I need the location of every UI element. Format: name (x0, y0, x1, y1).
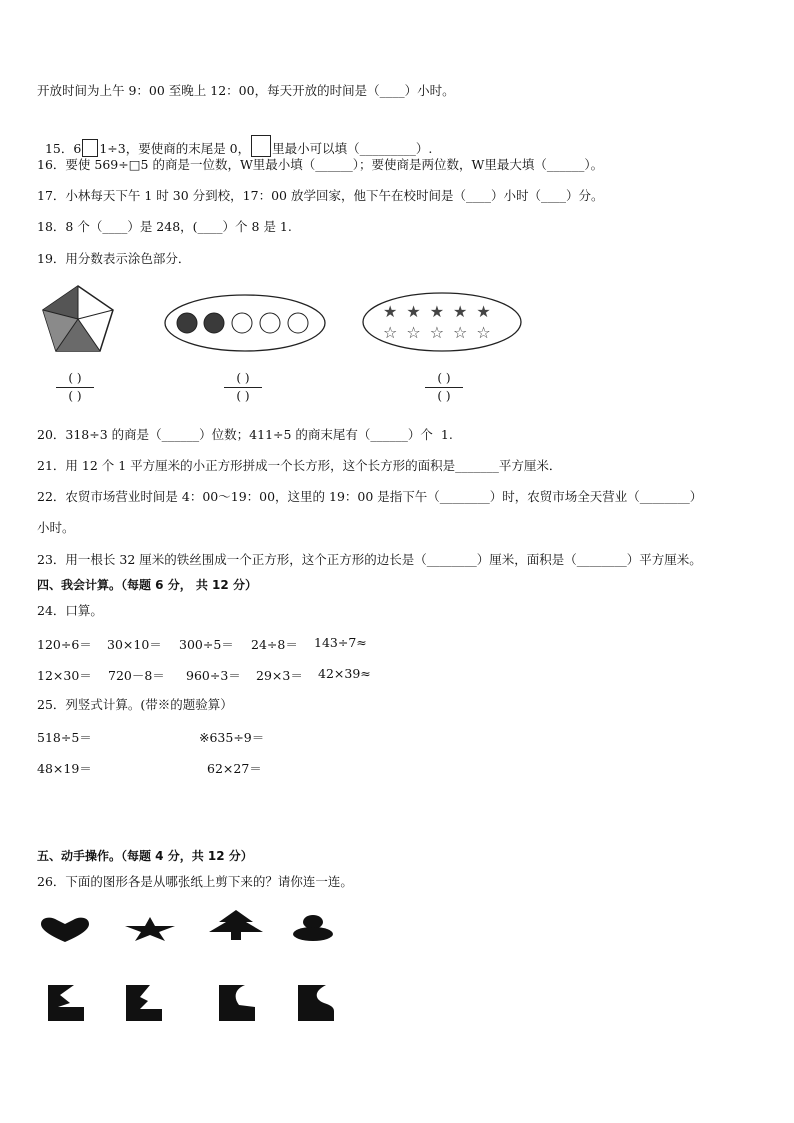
vertical-calc-item: 518÷5＝ (37, 730, 92, 745)
star-shape-icon[interactable] (125, 917, 175, 941)
section-4-heading: 四、我会计算。（每题 6 分， 共 12 分） (37, 578, 257, 592)
fraction-answer-3[interactable] (419, 371, 469, 404)
q15-prefix: 15．6 (44, 141, 82, 156)
q22-line: 22．农贸市场营业时间是 4：00～19：00，这里的 19：00 是指下午（________）时，农贸市场全天营业（________） (37, 489, 703, 504)
q22-line-cont: 小时。 (37, 520, 75, 535)
tree-arrow-shape-icon[interactable] (209, 910, 263, 940)
fraction-denominator: ( ) (437, 389, 451, 403)
vertical-calc-item: ※635÷9＝ (199, 730, 265, 745)
fraction-denominator: ( ) (236, 389, 250, 403)
cut-paper-3-icon[interactable] (219, 985, 255, 1021)
blank-box[interactable] (251, 135, 271, 157)
q15-middle: 1÷3，要使商的末尾是 0， (99, 141, 251, 156)
blank-box[interactable] (82, 139, 98, 157)
section-5-heading: 五、动手操作。（每题 4 分，共 12 分） (37, 849, 253, 863)
q15-line (37, 119, 432, 157)
mental-math-item: 720－8＝ (108, 668, 165, 683)
stars-ellipse-figure (361, 290, 523, 354)
mental-math-item: 29×3＝ (256, 668, 303, 683)
stars-bottom-row: ☆☆☆☆☆ (383, 323, 500, 342)
q23-line: 23．用一根长 32 厘米的铁丝围成一个正方形，这个正方形的边长是（________）厘米，面积是（________）平方厘米。 (37, 552, 702, 567)
mushroom-shape-icon[interactable] (292, 914, 334, 941)
fraction-answer-1[interactable] (50, 371, 100, 404)
mental-math-item: 300÷5＝ (179, 637, 234, 652)
mental-math-item: 42×39≈ (318, 666, 371, 681)
mental-math-item: 143÷7≈ (314, 635, 367, 650)
fraction-answer-2[interactable] (218, 371, 268, 404)
fraction-denominator: ( ) (68, 389, 82, 403)
mental-math-item: 960÷3＝ (186, 668, 241, 683)
vertical-calc-item: 62×27＝ (207, 761, 262, 776)
fraction-numerator: ( ) (68, 371, 82, 385)
q26-line: 26．下面的图形各是从哪张纸上剪下来的？请你连一连。 (37, 874, 353, 889)
fraction-bar (56, 387, 94, 388)
mental-math-item: 12×30＝ (37, 668, 92, 683)
stars-top-row: ★★★★★ (383, 302, 500, 321)
q20-line: 20．318÷3 的商是（______）位数；411÷5 的商末尾有（______）个 1. (37, 427, 453, 442)
q18-line: 18．8 个（____）是 248，(____）个 8 是 1. (37, 219, 292, 234)
fraction-numerator: ( ) (437, 371, 451, 385)
cut-paper-1-icon[interactable] (48, 985, 84, 1021)
heart-shape-icon[interactable] (39, 916, 91, 942)
mental-math-item: 24÷8＝ (251, 637, 298, 652)
mental-math-item: 120÷6＝ (37, 637, 92, 652)
q24-line: 24．口算。 (37, 603, 103, 618)
mental-math-item: 30×10＝ (107, 637, 162, 652)
q19-line: 19．用分数表示涂色部分． (37, 251, 191, 266)
cut-paper-4-icon[interactable] (298, 985, 334, 1021)
shaded-pentagon-figure (40, 283, 116, 355)
q15-suffix: 里最小可以填（_________）. (272, 141, 433, 156)
q21-line: 21．用 12 个 1 平方厘米的小正方形拼成一个长方形，这个长方形的面积是_______平方厘米． (37, 458, 562, 473)
fraction-numerator: ( ) (236, 371, 250, 385)
fraction-bar (425, 387, 463, 388)
q16-line: 16．要使 569÷□5 的商是一位数，W里最小填（______）；要使商是两位数，W里最大填（______）。 (37, 157, 604, 172)
vertical-calc-item: 48×19＝ (37, 761, 92, 776)
q17-line: 17．小林每天下午 1 时 30 分到校，17：00 放学回家，他下午在校时间是（____）小时（____）分。 (37, 188, 604, 203)
q25-line: 25．列竖式计算。(带※的题验算） (37, 697, 233, 712)
circles-ellipse-figure (162, 292, 328, 354)
q14-line: 开放时间为上午 9：00 至晚上 12：00，每天开放的时间是（____）小时。 (37, 83, 455, 98)
fraction-bar (224, 387, 262, 388)
cut-paper-2-icon[interactable] (126, 985, 162, 1021)
